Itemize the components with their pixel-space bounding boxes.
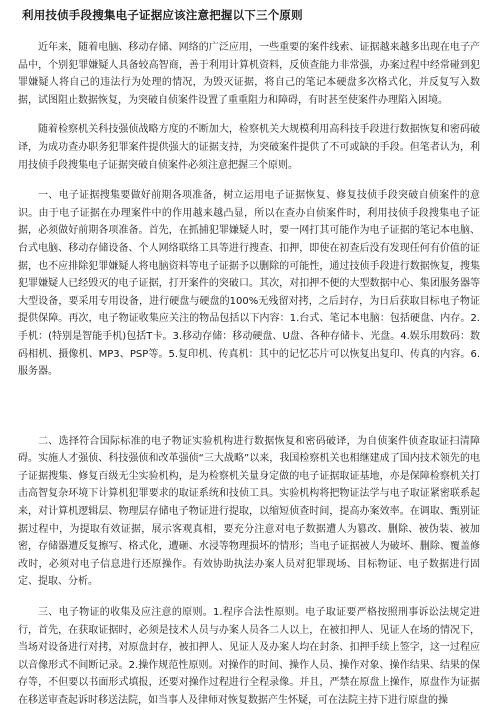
paragraph-principle-two: 二、选择符合国际标准的电子物证实验机构进行数据恢复和密码破译，为自侦案件侦查取证扫清障碍。实施人才强侦、科技强侦和改革强侦“三大战略”以来，我国检察机关也相继建成了国内技术领先的电子证据搜集、修复百级无尘实验机构，是为检察机关量身定做的电子证据取证基地，亦是保障检察机关打击高智复杂环境下计算机犯罪要求的取证系统和技侦工具。实验机构将把物证法学与电子取证紧密联系起来，对计算机逻辑层、物理层存储电子物证进行提取，以缩短侦查时间，提高办案效率。在调取、甄别证据过程中，为提取有效证据，展示客观真相，要充分注意对电子数据遭人为篡改、删除、被伪装、被加密，存储器遭反复擦写、格式化，遭砸、水浸等物理损坏的情形；当电子证据被人为破坏、删除、覆盖修改时，必须对电子信息进行还原操作。有效协助执法办案人员对犯罪现场、目标物证、电子数据进行固定、提取、分析。 [18, 435, 480, 588]
paragraph-gap [14, 591, 486, 604]
paragraph-intro: 近年来，随着电脑、移动存储、网络的广泛应用，一些重要的案件线索、证据越来越多出现在电子产品中，个别犯罪嫌疑人具备较高智商，善于利用计算机资料，反侦查能力非常强，办案过程中经常碰到犯罪嫌疑人将自己的违法行为处理的情况，为毁灭证据，将自己的笔记本硬盘多次格式化，并反复写入数据，试图阻止数据恢复，为突破自侦案件设置了重重阻力和障碍，有时甚至使案件办理陷入困境。 [18, 42, 480, 106]
paragraph-gap [14, 174, 486, 187]
paragraph-principles-intro: 随着检察机关科技强侦战略方度的不断加大，检察机关大规模利用高科技手段进行数据恢复和密码破译，为成功查办职务犯罪案件提供强大的证据支持，为突破案件提供了不可或缺的手段。但笔者认为，利用技侦手段搜集电子证据突破自侦案件必须注意把握三个原则。 [18, 124, 480, 171]
paragraph-gap [14, 381, 486, 433]
paragraph-principle-three: 三、电子物证的收集及应注意的原则。1.程序合法性原则。电子取证要严格按照刑事诉讼法规定进行，首先，在获取证据时，必须是技术人员与办案人员各二人以上，在被扣押人、见证人在场的情况下，当场对设备进行对拷，对原盘封存，被扣押人、见证人及办案人均在封条、扣押手续上签字，这一过程应以音像形式不间断记录。2.操作规范性原则。对操作的时间、操作人员、操作对象、操作结果、结果的保存等，不但要以书面形式填报，还要对操作过程进行全程录像。并且，严禁在原盘上操作，原盘作为证据在移送审查起诉时移送法院，如当事人及律师对恢复数据产生怀疑，可在法院主持下进行原盘的操 [18, 607, 480, 706]
paragraph-gap [14, 109, 486, 121]
document-title: 利用技侦手段搜集电子证据应该注意把握以下三个原则 [22, 8, 303, 22]
paragraph-principle-one: 一、电子证据搜集要做好前期各项准备，树立运用电子证据恢复、修复技侦手段突破自侦案件的意识。由于电子证据在办理案件中的作用越来越凸显，所以在查办自侦案件时，利用技侦手段搜集电子证据，必须做好前期各项准备。首先，在抓捕犯罪嫌疑人时，要一网打其可能作为电子证据的笔记本电脑、台式电脑、移动存储设备、个人网络联络工具等进行搜查、扣押，即使在初查后没有发现任何有价值的证据，也不应排除犯罪嫌疑人将电脑资料等电子证据予以删除的可能性，通过技侦手段进行数据恢复，搜集犯罪嫌疑人已经毁灭的电子证据，打开案件的突破口。其次，对扣押不便的大型数据中心、集团服务器等大型设备，要采用专用设备，进行硬盘与硬盘的100%无残留对拷，之后封存，为日后获取目标电子物证提供保障。再次，电子物证收集应关注的物品包括以下内容：1.台式、笔记本电脑：包括硬盘、内存。2.手机：(特别是智能手机)包括T卡。3.移动存储：移动硬盘、U盘、各种存储卡、光盘。4.娱乐用数码：数码相机、摄像机、MP3、PSP等。5.复印机、传真机：其中的记忆芯片可以恢复出复印、传真的内容。6.服务器。 [18, 190, 480, 378]
